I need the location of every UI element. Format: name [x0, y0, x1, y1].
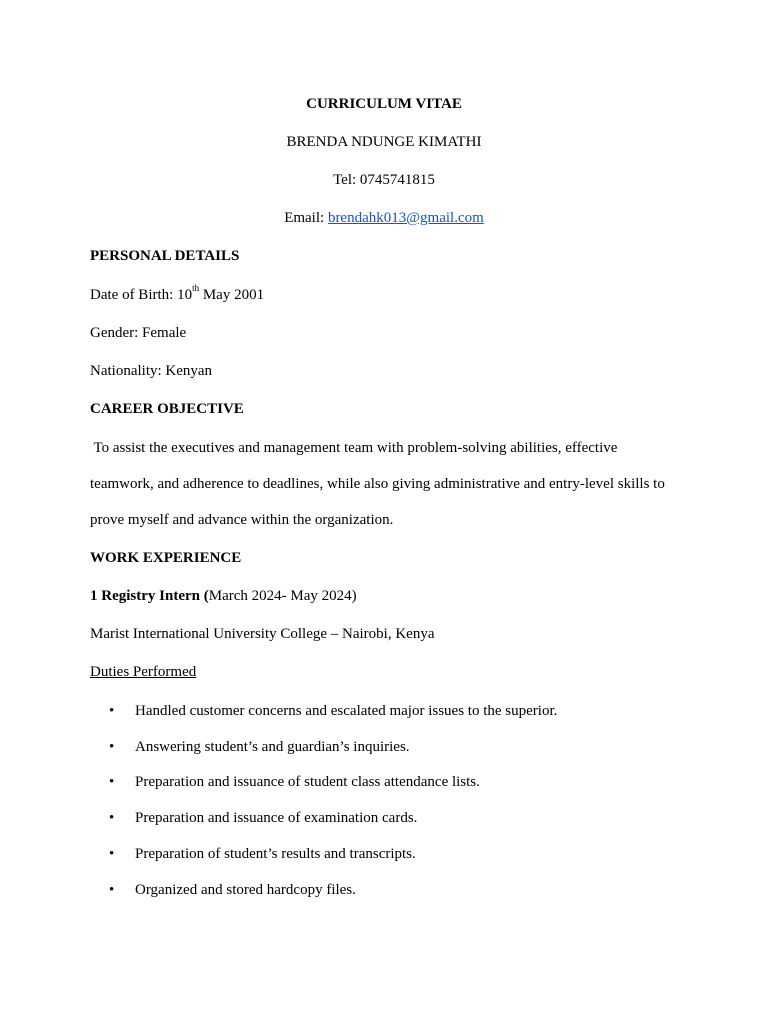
bullet-icon: •	[109, 846, 115, 862]
duties-heading-text: Duties Performed	[90, 664, 197, 680]
duty-text: Preparation and issuance of student class attendance lists.	[135, 774, 480, 790]
employer: Marist International University College – Nairobi, Kenya	[90, 626, 435, 642]
bullet-icon: •	[109, 703, 115, 719]
telephone-number: 0745741815	[359, 172, 435, 188]
career-objective-heading: CAREER OBJECTIVE	[90, 401, 244, 417]
dob-suffix: May 2001	[199, 287, 265, 303]
telephone-label: Tel:	[333, 172, 360, 188]
dob-prefix: Date of Birth: 10	[90, 287, 193, 303]
career-objective-line: prove myself and advance within the organization.	[90, 512, 394, 528]
personal-details-heading: PERSONAL DETAILS	[90, 248, 240, 264]
date-of-birth	[90, 285, 678, 305]
email-label: Email:	[284, 210, 328, 226]
job-dates: March 2024- May 2024)	[208, 588, 357, 604]
email-line	[0, 208, 768, 228]
document-title: CURRICULUM VITAE	[306, 96, 462, 112]
duty-text: Preparation and issuance of examination cards.	[135, 810, 418, 826]
career-objective-line: To assist the executives and management team with problem-solving abilities, effective	[90, 440, 618, 456]
duty-text: Answering student’s and guardian’s inquiries.	[135, 739, 410, 755]
duty-text: Handled customer concerns and escalated major issues to the superior.	[135, 703, 558, 719]
candidate-name: BRENDA NDUNGE KIMATHI	[286, 134, 482, 150]
dob-ordinal-suffix: th	[192, 283, 200, 293]
bullet-icon: •	[109, 739, 115, 755]
nationality: Nationality: Kenyan	[90, 363, 213, 379]
work-experience-heading: WORK EXPERIENCE	[90, 550, 242, 566]
duty-text: Preparation of student’s results and transcripts.	[135, 846, 416, 862]
telephone-line	[0, 170, 768, 190]
gender: Gender: Female	[90, 325, 187, 341]
career-objective-line: teamwork, and adherence to deadlines, while also giving administrative and entry-level skills to	[90, 476, 665, 492]
bullet-icon: •	[109, 774, 115, 790]
job-title-line	[90, 586, 678, 606]
job-title: 1 Registry Intern (	[90, 588, 209, 604]
duty-text: Organized and stored hardcopy files.	[135, 882, 356, 898]
duties-heading	[90, 662, 678, 682]
email-link[interactable]: brendahk013@gmail.com	[327, 210, 484, 226]
bullet-icon: •	[109, 810, 115, 826]
bullet-icon: •	[109, 882, 115, 898]
